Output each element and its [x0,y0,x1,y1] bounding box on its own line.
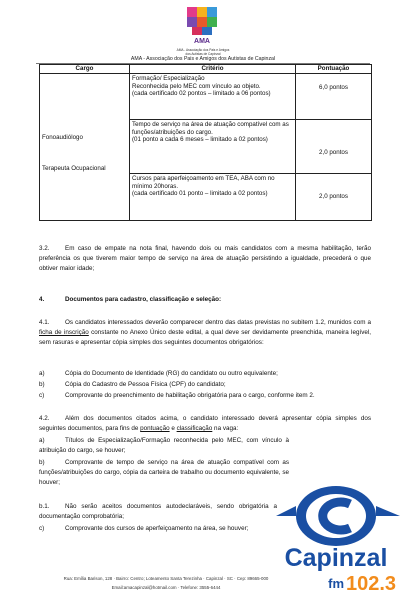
footer-contact: Email:amacapinzal@hotmail.com · Telefone: 3555-6444 [111,585,221,590]
paragraph-text: Em caso de empate na nota final, havendo dois ou mais candidatos com a mesma habilitação, terão preferência os que tiverem maior tempo de serviço na área de atuação persistindo a igualdade, precederá o que obtiver maior idade; [39,245,371,273]
footer-address: Rua: Emília Barison, 128 · Bairro: Centro; Loteamento Santa Terezinha · Capinzal · SC · Cep: 89665-000 [63,576,269,581]
pontuacao-link[interactable]: pontuação [140,425,170,433]
logo-caption-line-1: AMA - Associação dos Pais e Amigos [176,48,230,52]
list-text: Não serão aceitos documentos autodeclaráveis, sendo obrigatória a documentação comprobatória; [39,503,277,521]
section-number: 4.1. [39,319,50,326]
criterio-cell [130,120,296,174]
section-number: 4. [39,296,45,303]
cargo-fonoaudiologo: Fonoaudiólogo [42,134,83,141]
header-cargo: Cargo [40,65,130,74]
list-text: Cópia do Cadastro de Pessoa Física (CPF) do candidato; [65,381,226,388]
list-text: Comprovante dos cursos de aperfeiçoamento na área, se houver; [65,525,249,532]
list-label: c) [39,525,45,532]
list-text: Cópia do Documento de Identidade (RG) do candidato ou outro equivalente; [65,370,278,377]
header-title: AMA - Associação dos Pais e Amigos dos Autistas de Capinzal [130,56,276,62]
list-item [39,391,371,401]
radio-fm: fm [328,576,344,591]
criteria-table [39,64,372,221]
paragraph-text: Além dos documentos citados acima, o candidato interessado deverá apresentar cópia simples dos seguintes documentos, para fins de [39,415,371,433]
paragraph-3-2 [39,244,371,275]
list-label: a) [39,437,45,444]
radio-frequency: 102.3 [346,573,397,595]
pontuacao-value: 2,0 pontos [319,193,348,201]
list-label: b.1. [39,503,50,510]
pontuacao-value: 2,0 pontos [319,149,348,157]
logo-caption-line-2: dos Autistas de Capinzal [185,51,221,56]
section-title-text: Documentos para cadastro, classificação e seleção: [65,296,222,303]
cargo-cell [40,74,130,221]
paragraph-4-1 [39,318,371,349]
pontuacao-cell [296,74,372,120]
paragraph-text: e [169,425,177,433]
paragraph-text: na vaga: [212,425,239,433]
ama-puzzle-logo [181,5,223,49]
radio-name: Capinzal [284,544,388,572]
list-text: Comprovante do preenchimento de habilitação obrigatória para o cargo, conforme item 2. [65,392,315,399]
criterio-line: Tempo de serviço na área de atuação compatível com as funções/atribuições do cargo. [132,121,289,136]
list-item [39,369,371,379]
header-criterio: Critério [130,65,296,74]
table-header-row [40,65,372,74]
ficha-inscricao-link[interactable]: ficha de inscrição [39,329,89,337]
list-item [39,524,279,534]
list-item [39,502,277,522]
criterio-cell [130,74,296,120]
paragraph-text: Os candidatos interessados deverão comparecer dentro das datas previstas no subitem 1.2, munidos com a [65,319,371,326]
paragraph-4-2 [39,414,371,434]
list-label: b) [39,459,45,466]
logo-acronym: AMA [194,38,210,45]
list-label: c) [39,392,45,399]
criterio-line: Cursos para aperfeiçoamento em TEA, ABA com no mínimo 20horas. [132,175,275,190]
table-row [40,74,372,120]
list-item [39,380,371,390]
criterio-cell [130,174,296,221]
list-item [39,436,289,456]
criterio-line: Reconhecida pelo MEC com vínculo ao objeto. [132,82,261,90]
criterio-line: Formação/ Especialização [132,75,205,82]
classificacao-link[interactable]: classificação [176,425,213,433]
paragraph-text: constante no Anexo Único deste edital, a qual deve ser devidamente preenchida, maneira legível, sem rasuras e apresentar cópia simples dos seguintes documentos obrigatórios: [39,329,371,347]
pontuacao-cell [296,174,372,221]
header-pontuacao: Pontuação [296,65,372,74]
list-text: Comprovante de tempo de serviço na área de atuação compatível com as funções/atribuições do cargo, cópia da carteira de trabalho ou documento equivalente, se houver; [39,459,289,487]
capinzal-fm-logo [276,484,402,596]
list-label: a) [39,370,45,377]
pontuacao-cell [296,120,372,174]
criterio-line: (01 ponto a cada 6 meses – limitado a 02 pontos) [132,136,268,144]
list-label: b) [39,381,45,388]
section-number: 3.2. [39,245,50,252]
list-text: Títulos de Especialização/Formação reconhecida pelo MEC, com vínculo à atribuição do cargo, se houver; [39,437,289,455]
criterio-line: (cada certificado 01 ponto – limitado a 02 pontos) [132,190,268,198]
cargo-terapeuta-ocupacional: Terapeuta Ocupacional [42,165,106,172]
list-item [39,458,289,489]
criterio-line: (cada certificado 02 pontos – limitado a 06 pontos) [132,90,271,98]
pontuacao-value: 6,0 pontos [319,84,348,91]
section-number: 4.2. [39,415,50,422]
section-4-title [39,295,371,305]
